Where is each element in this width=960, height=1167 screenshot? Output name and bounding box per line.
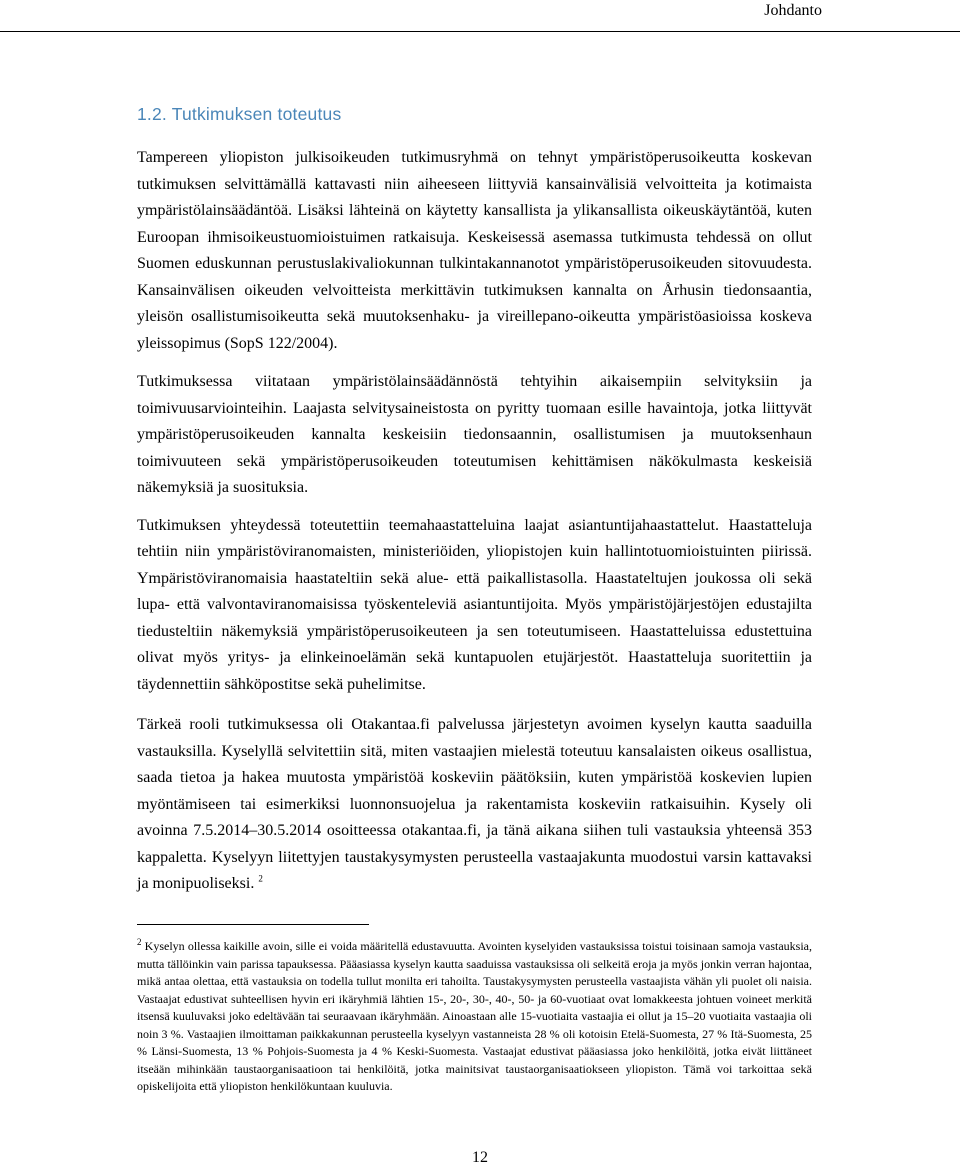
running-header [0, 0, 960, 32]
paragraph: Tampereen yliopiston julkisoikeuden tutkimusryhmä on tehnyt ympäristöperusoikeutta koskevan tutkimuksen selvittämällä kattavasti niin aiheeseen liittyviä kansainvälisiä velvoitteita ja kotimaista ympäristölainsäädäntöä. Lisäksi lähteinä on käytetty kansallista ja ylikansallista oikeuskäytäntöä, kuten Euroopan ihmisoikeustuomioistuimen ratkaisuja. Keskeisessä asemassa tutkimusta tehdessä on ollut Suomen eduskunnan perustuslakivaliokunnan tulkintakannanotot ympäristöperusoikeuden sitovuudesta. Kansainvälisen oikeuden velvoitteista merkittävin tutkimuksen kannalta on Århusin tiedonsaantia, yleisön osallistumisoikeutta sekä muutoksenhaku- ja vireillepano-oikeutta ympäristöasioissa koskeva yleissopimus (SopS 122/2004). [137, 149, 812, 352]
footnote-text: Kyselyn ollessa kaikille avoin, sille ei voida määritellä edustavuutta. Avointen kyselyiden vastauksissa toistui toisinaan samoja vastauksia, mutta tällöinkin vain parissa tapauksessa. Pääasiassa kyselyn kautta saaduissa vastauksissa oli selkeitä eroja ja myös jonkin verran hajontaa, mikä antaa olettaa, että vastauksia on todella tullut monilta eri tahoilta. Taustakysymysten perusteella vastaajista vähän yli puolet oli naisia. Vastaajat edustivat suhteellisen hyvin eri ikäryhmiä lähtien 15-, 20-, 30-, 40-, 50- ja 60-vuotiaat ovat lomakkeesta johtuen voineet merkitä itsensä kuuluvaksi joko edeltävään tai seuraavaan ikäryhmään. Ainoastaan alle 15-vuotiaita vastaajia ei ollut ja 15–20 vuotiaita vastaajia oli noin 3 %. Vastaajien ilmoittaman paikkakunnan perusteella kyselyyn vastanneista 28 % oli kotoisin Etelä-Suomesta, 27 % Itä-Suomesta, 25 % Länsi-Suomesta, 13 % Pohjois-Suomesta ja 4 % Keski-Suomesta. Vastaajat edustivat pääasiassa joko henkilöitä, jotka eivät liittäneet itseään mihinkään taustaorganisaatioon tai henkilöitä, jotka mainitsivat taustaorganisaatiokseen yliopiston. Tämä voi tarkoittaa sekä opiskelijoita että yliopiston henkilökuntaan kuuluvia. [137, 939, 813, 1093]
footnote-marker: 2 [137, 937, 142, 947]
footnote [137, 938, 812, 1096]
paragraph: Tutkimuksen yhteydessä toteutettiin teemahaastatteluina laajat asiantuntijahaastattelut. Haastatteluja tehtiin niin ympäristöviranomaisten, ministeriöiden, yliopistojen kuin hallintotuomioistuinten piirissä. Ympäristöviranomaisia haastateltiin sekä alue- että paikallistasolla. Haastateltujen joukossa oli sekä lupa- että valvontaviranomaisissa työskenteleviä asiantuntijoita. Myös ympäristöjärjestöjen edustajilta tiedusteltiin näkemyksiä ympäristöperusoikeuteen ja sen toteutumiseen. Haastatteluissa edustettuina olivat myös yritys- ja elinkeinoelämän sekä kuntapuolen etujärjestöt. Haastatteluja suoritettiin ja täydennettiin sähköpostitse sekä puhelimitse. [137, 516, 812, 693]
paragraph-text: Tärkeä rooli tutkimuksessa oli Otakantaa.fi palvelussa järjestetyn avoimen kyselyn kautta saaduilla vastauksilla. Kyselyllä selvitettiin sitä, miten vastaajien mielestä toteutuu kansalaisten oikeus osallistua, saada tietoa ja hakea muutosta ympäristöä koskeviin päätöksiin, kuten ympäristöä koskevien lupien myöntämiseen tai esimerkiksi luonnonsuojelua ja rakentamista koskeviin ratkaisuihin. Kysely oli avoinna 7.5.2014–30.5.2014 osoitteessa otakantaa.fi, ja tänä aikana siihen tuli vastauksia yhteensä 353 kappaletta. Kyselyyn liitettyjen taustakysymysten perusteella vastaajakunta muodostui varsin kattavaksi ja monipuoliseksi. [137, 716, 812, 892]
section-title: 1.2. Tutkimuksen toteutus [137, 104, 342, 124]
page-number: 12 [472, 1149, 488, 1166]
paragraph [137, 712, 812, 898]
paragraph: Tutkimuksessa viitataan ympäristölainsäädännöstä tehtyihin aikaisempiin selvityksiin ja toimivuusarviointeihin. Laajasta selvitysaineistosta on pyritty tuomaan esille havaintoja, jotka liittyvät ympäristöperusoikeuden kannalta keskeisiin tiedonsaannin, osallistumisen ja muutoksenhaun toimivuuteen sekä ympäristöperusoikeuden toteutumisen kehittämisen näkökulmasta keskeisiä näkemyksiä ja suosituksia. [137, 373, 812, 496]
running-header-title: Johdanto [764, 2, 822, 19]
footnote-separator [137, 924, 369, 925]
footnote-reference: 2 [258, 873, 263, 884]
body-text [137, 145, 812, 910]
